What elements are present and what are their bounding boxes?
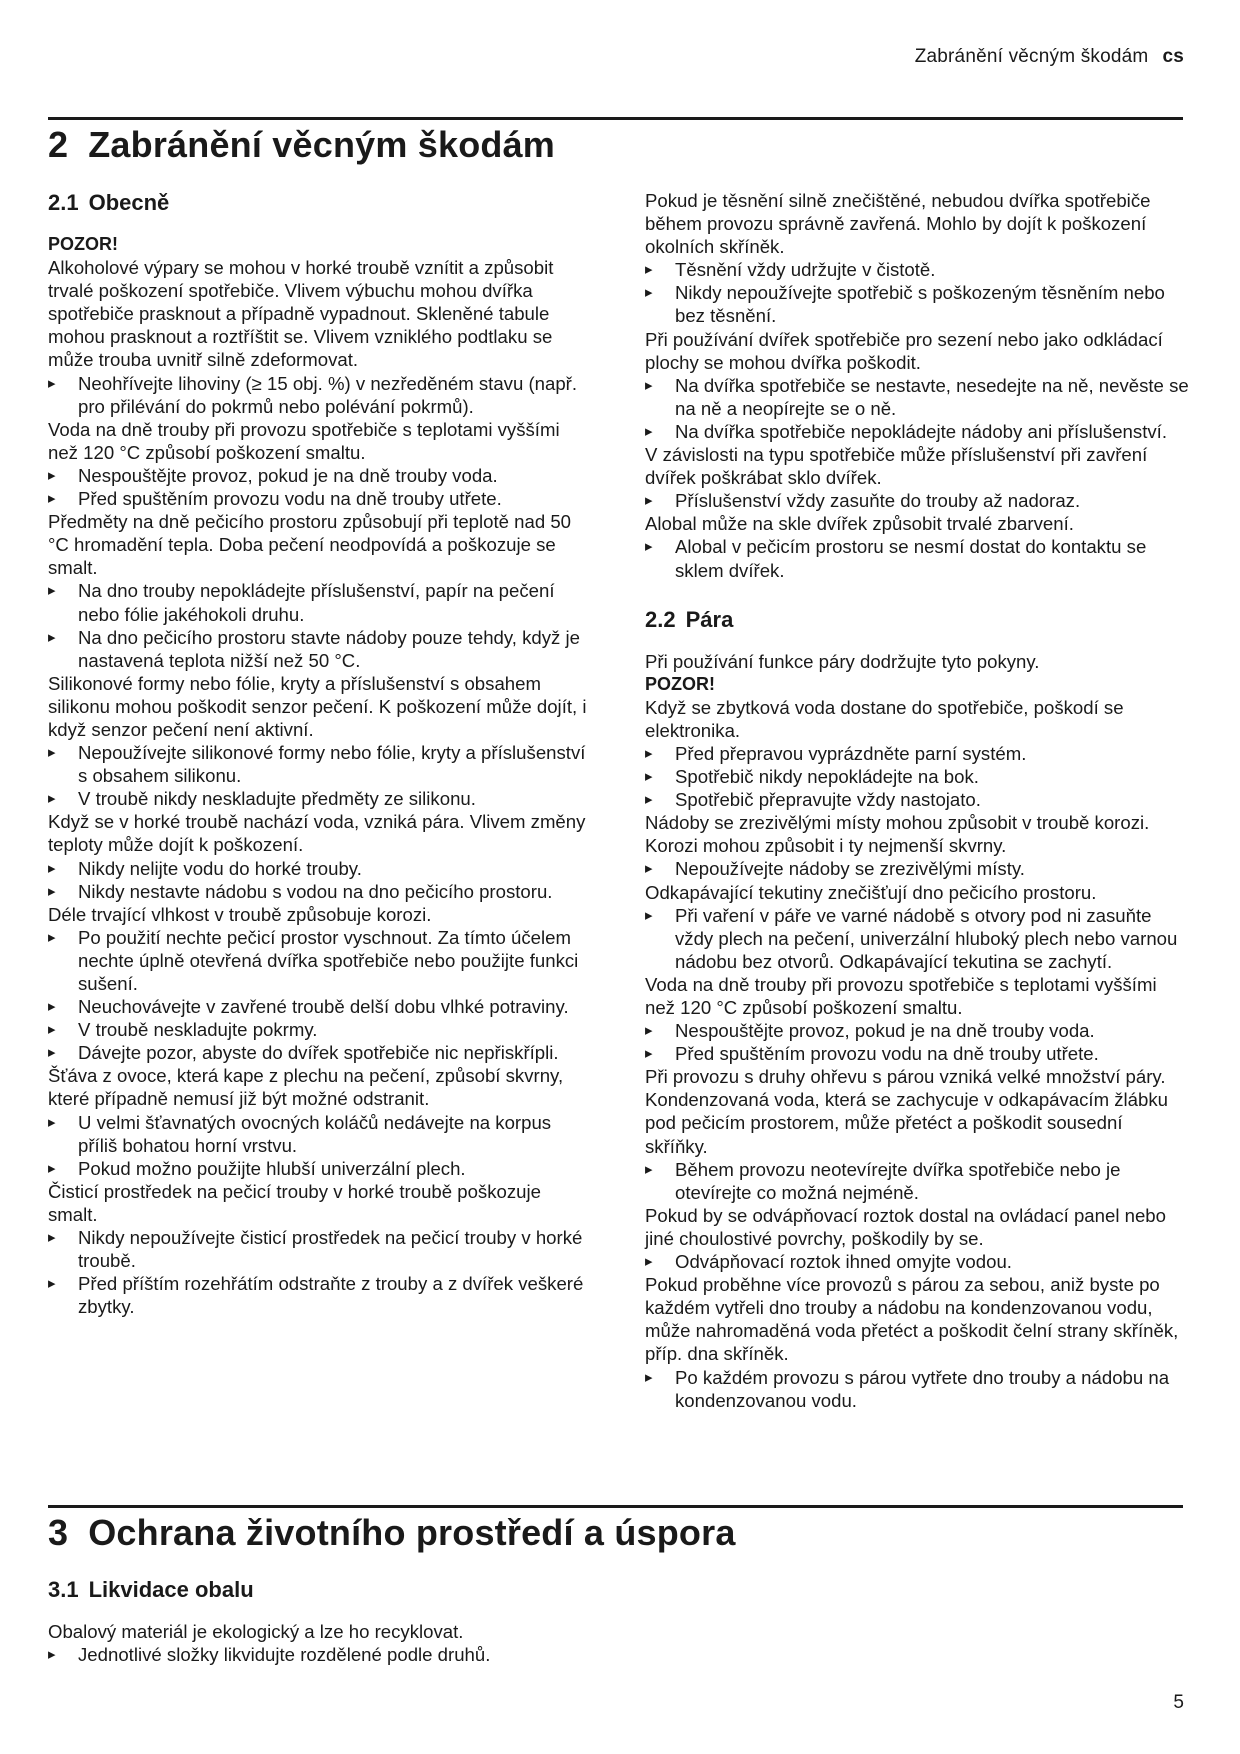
language-code: cs: [1162, 46, 1184, 67]
chapter-number: 3: [48, 1512, 69, 1553]
list-item: ▸ Těsnění vždy udržujte v čistotě.: [645, 258, 1190, 281]
list-item: ▸ Nikdy nepoužívejte čisticí prostředek na pečicí trouby v horké troubě.: [48, 1226, 593, 1272]
list-item: ▸ Po každém provozu s párou vytřete dno trouby a nádobu na kondenzovanou vodu.: [645, 1366, 1190, 1412]
paragraph: Pokud proběhne více provozů s párou za sebou, aniž byste po každém vytřeli dno trouby a nádobu na kondenzovanou vodu, může nahromaděná voda přetéct a poškodit čelní strany skříněk, příp. dna skříněk.: [645, 1274, 1179, 1365]
list-item: ▸ Nikdy nelijte vodu do horké trouby.: [48, 857, 593, 880]
section-title-text: Pára: [685, 606, 734, 632]
section-number: 2.2: [645, 606, 676, 632]
list-item: ▸ Spotřebič nikdy nepokládejte na bok.: [645, 765, 1190, 788]
instruction-list: [48, 464, 593, 510]
instruction-list: [48, 1111, 593, 1180]
paragraph: Silikonové formy nebo fólie, kryty a příslušenství s obsahem silikonu mohou poškodit senzor pečení. K poškození může dojít, i když senzor pečení není aktivní.: [48, 672, 587, 740]
paragraph: Pokud by se odvápňovací roztok dostal na ovládací panel nebo jiné choulostivé povrchy, poškodily by se.: [645, 1204, 1166, 1249]
paragraph: Při provozu s druhy ohřevu s párou vzniká velké množství páry. Kondenzovaná voda, která se zachycuje v odkapávacím žlábku pod pečicím prostorem, může přetéct a poškodit sousední skříňky.: [645, 1066, 1169, 1157]
chapter-3-rule: [48, 1505, 1183, 1508]
paragraph: V závislosti na typu spotřebiče může příslušenství při zavření dvířek poškrábat sklo dvířek.: [645, 444, 1148, 489]
section-2-2-title: [645, 606, 1190, 634]
instruction-list: [645, 489, 1190, 512]
paragraph: Šťáva z ovoce, která kape z plechu na pečení, způsobí skvrny, které případně nemusí již být možné odstranit.: [48, 1065, 564, 1110]
instruction-list: [48, 741, 593, 810]
paragraph: Čisticí prostředek na pečicí trouby v horké troubě poškozuje smalt.: [48, 1180, 541, 1225]
instruction-list: [645, 374, 1190, 443]
section-title-text: Obecně: [88, 190, 170, 215]
list-item: ▸ Odvápňovací roztok ihned omyjte vodou.: [645, 1250, 1190, 1273]
list-item: ▸ Dávejte pozor, abyste do dvířek spotřebiče nic nepřiskřípli.: [48, 1041, 593, 1064]
paragraph: Při používání dvířek spotřebiče pro sezení nebo jako odkládací plochy se mohou dvířka poškodit.: [645, 328, 1163, 373]
list-item: ▸ Před spuštěním provozu vodu na dně trouby utřete.: [645, 1042, 1190, 1065]
list-item: ▸ Před přepravou vyprázdněte parní systém.: [645, 742, 1190, 765]
list-item: ▸ Nikdy nestavte nádobu s vodou na dno pečicího prostoru.: [48, 880, 593, 903]
warning-label: POZOR!: [645, 673, 715, 694]
paragraph: Předměty na dně pečicího prostoru způsobují při teplotě nad 50 °C hromadění tepla. Doba pečení neodpovídá a poškozuje se smalt.: [48, 511, 572, 579]
paragraph: Alkoholové výpary se mohou v horké troubě vznítit a způsobit trvalé poškození spotřebiče. Vlivem výbuchu mohou dvířka spotřebiče prasknout a případně vypadnout. Skleněné tabule mohou prasknout a roztříštit se. Vlivem vzniklého podtlaku se může trouba uvnitř silně zdeformovat.: [48, 257, 554, 371]
paragraph: Pokud je těsnění silně znečištěné, nebudou dvířka spotřebiče během provozu správně zavřená. Mohlo by dojít k poškození okolních skříněk.: [645, 190, 1151, 258]
paragraph: Když se zbytková voda dostane do spotřebiče, poškodí se elektronika.: [645, 696, 1124, 741]
list-item: ▸ V troubě neskladujte pokrmy.: [48, 1018, 593, 1041]
list-item: ▸ Nespouštějte provoz, pokud je na dně trouby voda.: [48, 464, 593, 487]
list-item: ▸ U velmi šťavnatých ovocných koláčů nedávejte na korpus příliš bohatou horní vrstvu.: [48, 1111, 593, 1157]
section-3-1: [48, 1576, 1183, 1666]
list-item: ▸ Nikdy nepoužívejte spotřebič s poškozeným těsněním nebo bez těsnění.: [645, 281, 1190, 327]
list-item: ▸ Před spuštěním provozu vodu na dně trouby utřete.: [48, 487, 593, 510]
paragraph: Voda na dně trouby při provozu spotřebiče s teplotami vyššími než 120 °C způsobí poškození smaltu.: [645, 973, 1157, 1018]
paragraph: Alobal může na skle dvířek způsobit trvalé zbarvení.: [645, 513, 1074, 535]
section-2-1-title: [48, 189, 593, 217]
chapter-2-rule: [48, 117, 1183, 120]
section-2-1-continued: [645, 189, 1190, 582]
section-number: 3.1: [48, 1577, 79, 1602]
list-item: ▸ Po použití nechte pečicí prostor vyschnout. Za tímto účelem nechte úplně otevřená dvířka spotřebiče nebo použijte funkci sušení.: [48, 926, 593, 995]
list-item: ▸ Na dvířka spotřebiče se nestavte, nesedejte na ně, nevěste se na ně a neopírejte se o ně.: [645, 374, 1190, 420]
instruction-list: [645, 1019, 1190, 1065]
section-title-text: Likvidace obalu: [88, 1577, 254, 1602]
paragraph: Při používání funkce páry dodržujte tyto pokyny.: [645, 650, 1040, 672]
list-item: ▸ Jednotlivé složky likvidujte rozdělené podle druhů.: [48, 1643, 1183, 1666]
list-item: ▸ Neohřívejte lihoviny (≥ 15 obj. %) v nezředěném stavu (např. pro přilévání do pokrmů nebo polévání pokrmů).: [48, 372, 593, 418]
instruction-list: [645, 904, 1190, 973]
instruction-list: [645, 1250, 1190, 1273]
list-item: ▸ Spotřebič přepravujte vždy nastojato.: [645, 788, 1190, 811]
running-header: [915, 46, 1184, 68]
chapter-number: 2: [48, 124, 69, 165]
instruction-list: [645, 258, 1190, 327]
list-item: ▸ V troubě nikdy neskladujte předměty ze silikonu.: [48, 787, 593, 810]
paragraph: Nádoby se zrezivělými místy mohou způsobit v troubě korozi. Korozi mohou způsobit i ty nejmenší skvrny.: [645, 812, 1150, 857]
running-title: Zabránění věcným škodám: [914, 46, 1149, 67]
instruction-list: [645, 535, 1190, 581]
list-item: ▸ Neuchovávejte v zavřené troubě delší dobu vlhké potraviny.: [48, 995, 593, 1018]
list-item: ▸ Alobal v pečicím prostoru se nesmí dostat do kontaktu se sklem dvířek.: [645, 535, 1190, 581]
instruction-list: [645, 857, 1190, 880]
instruction-list: [48, 926, 593, 1065]
paragraph: Obalový materiál je ekologický a lze ho recyklovat.: [48, 1621, 464, 1642]
instruction-list: [645, 1366, 1190, 1412]
instruction-list: [48, 1643, 1183, 1666]
right-column: [645, 189, 1190, 1412]
paragraph: Když se v horké troubě nachází voda, vzniká pára. Vlivem změny teploty může dojít k poškození.: [48, 811, 586, 856]
list-item: ▸ Na dvířka spotřebiče nepokládejte nádoby ani příslušenství.: [645, 420, 1190, 443]
instruction-list: [48, 1226, 593, 1318]
chapter-title-text: Zabránění věcným škodám: [88, 124, 556, 165]
section-2-1-content: [48, 233, 593, 1318]
section-gap: [645, 582, 1190, 606]
list-item: ▸ Před příštím rozehřátím odstraňte z trouby a z dvířek veškeré zbytky.: [48, 1272, 593, 1318]
list-item: ▸ Během provozu neotevírejte dvířka spotřebiče nebo je otevírejte co možná nejméně.: [645, 1158, 1190, 1204]
section-2-2-content: [645, 650, 1190, 1412]
warning-label: POZOR!: [48, 234, 118, 254]
instruction-list: [48, 579, 593, 671]
instruction-list: [645, 1158, 1190, 1204]
list-item: ▸ Při vaření v páře ve varné nádobě s otvory pod ni zasuňte vždy plech na pečení, univerzální hluboký plech nebo varnou nádobu bez otvorů. Odkapávající tekutina se zachytí.: [645, 904, 1190, 973]
list-item: ▸ Příslušenství vždy zasuňte do trouby až nadoraz.: [645, 489, 1190, 512]
chapter-3-title: [48, 1512, 736, 1554]
page-number: 5: [1173, 1692, 1184, 1713]
chapter-2-title: [48, 124, 555, 166]
instruction-list: [48, 372, 593, 418]
instruction-list: [645, 742, 1190, 811]
list-item: ▸ Na dno pečicího prostoru stavte nádoby pouze tehdy, když je nastavená teplota nižší než 50 °C.: [48, 626, 593, 672]
instruction-list: [48, 857, 593, 903]
section-number: 2.1: [48, 190, 79, 215]
paragraph: Odkapávající tekutiny znečišťují dno pečicího prostoru.: [645, 881, 1097, 903]
list-item: ▸ Nepoužívejte nádoby se zrezivělými místy.: [645, 857, 1190, 880]
list-item: ▸ Pokud možno použijte hlubší univerzální plech.: [48, 1157, 593, 1180]
paragraph: Déle trvající vlhkost v troubě způsobuje korozi.: [48, 903, 432, 925]
section-3-1-content: [48, 1620, 1183, 1666]
list-item: ▸ Na dno trouby nepokládejte příslušenství, papír na pečení nebo fólie jakéhokoli druhu.: [48, 579, 593, 625]
chapter-title-text: Ochrana životního prostředí a úspora: [88, 1512, 736, 1553]
left-column: [48, 189, 593, 1318]
list-item: ▸ Nepoužívejte silikonové formy nebo fólie, kryty a příslušenství s obsahem silikonu.: [48, 741, 593, 787]
section-3-1-title: [48, 1576, 1183, 1604]
list-item: ▸ Nespouštějte provoz, pokud je na dně trouby voda.: [645, 1019, 1190, 1042]
paragraph: Voda na dně trouby při provozu spotřebiče s teplotami vyššími než 120 °C způsobí poškození smaltu.: [48, 418, 560, 463]
